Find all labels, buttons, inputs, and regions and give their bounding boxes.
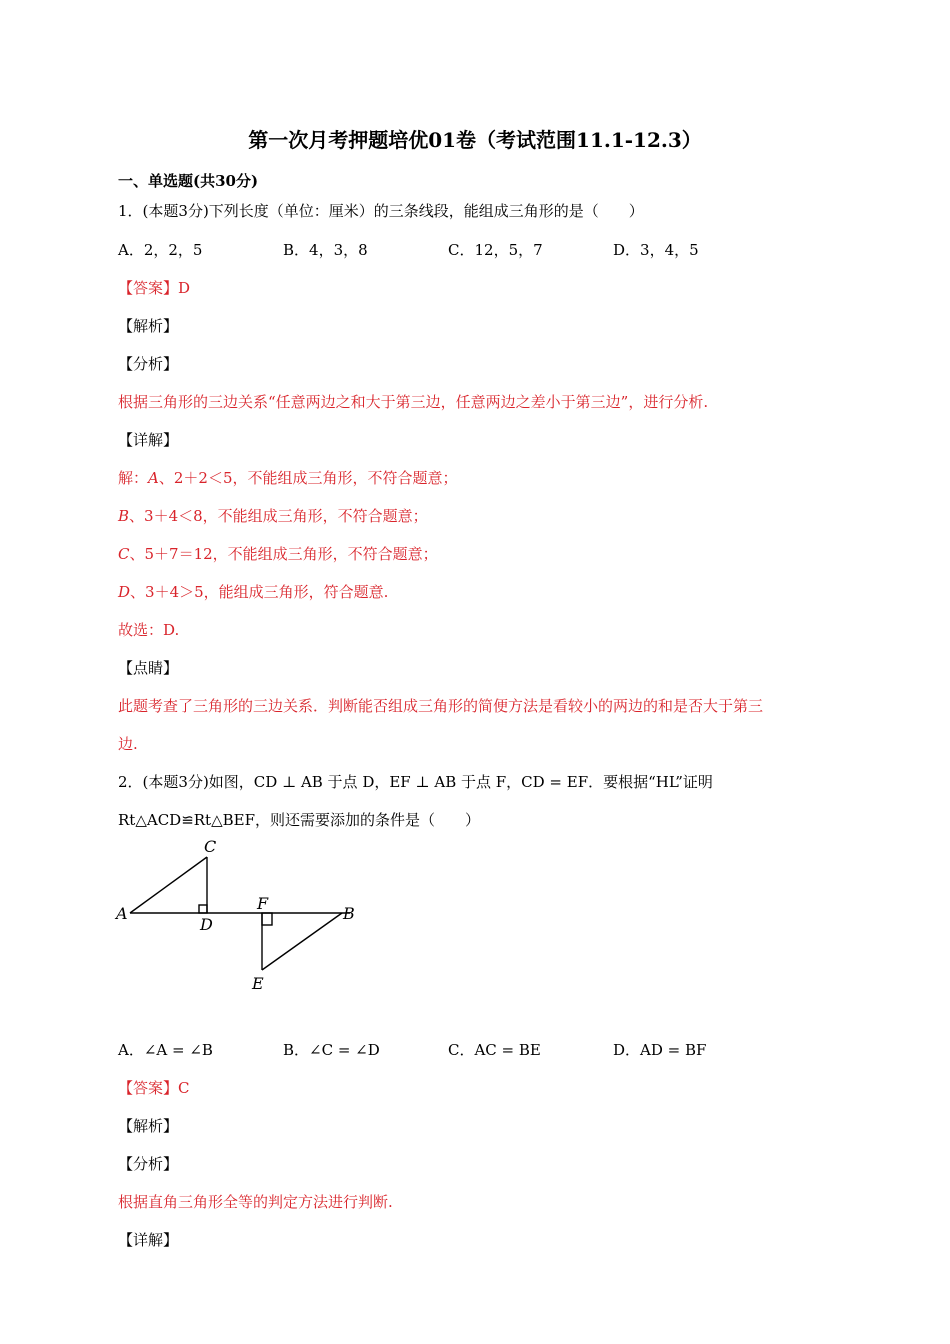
q2-geometry-figure	[110, 835, 370, 995]
point-a-label: A	[116, 904, 128, 923]
page-title: 第一次月考押题培优01卷（考试范围11.1-12.3）	[248, 128, 702, 152]
step-letter: B	[118, 507, 130, 525]
q1-option-d: D．3，4，5	[613, 241, 699, 259]
q1-fenxi-text: 根据三角形的三边关系“任意两边之和大于第三边，任意两边之差小于第三边”，进行分析.	[118, 393, 709, 411]
q1-jiexi-label: 【解析】	[118, 317, 179, 335]
q1-dianjing-text-1: 此题考查了三角形的三边关系．判断能否组成三角形的简便方法是看较小的两边的和是否大于第三	[118, 697, 764, 715]
q1-stem: 1．(本题3分)下列长度（单位：厘米）的三条线段，能组成三角形的是（ ）	[118, 202, 644, 220]
q1-step-a	[118, 468, 458, 488]
step-text: 、2＋2＜5，不能组成三角形，不符合题意；	[158, 469, 458, 487]
q2-xiangjie-label: 【详解】	[118, 1231, 179, 1249]
q2-answer: 【答案】C	[118, 1079, 190, 1097]
point-b-label: B	[343, 904, 355, 923]
q1-choose: 故选：D.	[118, 621, 180, 639]
step-letter: D	[118, 583, 131, 601]
q2-fenxi-label: 【分析】	[118, 1155, 179, 1173]
q2-fenxi-text: 根据直角三角形全等的判定方法进行判断.	[118, 1193, 393, 1211]
q1-option-b: B．4，3，8	[283, 241, 368, 259]
q1-xiangjie-label: 【详解】	[118, 431, 179, 449]
point-f-label: F	[257, 894, 269, 913]
step-text: 、3＋4＜8，不能组成三角形，不符合题意；	[129, 507, 428, 525]
section-heading: 一、单选题(共30分)	[118, 172, 259, 190]
q1-step-d	[118, 582, 388, 602]
step-text: 、5＋7＝12，不能组成三角形，不符合题意；	[129, 545, 438, 563]
step-prefix: 解：	[118, 469, 149, 487]
q1-step-c	[118, 544, 438, 564]
q1-option-c: C．12，5，7	[448, 241, 543, 259]
q1-dianjing-label: 【点睛】	[118, 659, 179, 677]
q1-option-a: A．2，2，5	[118, 241, 203, 259]
step-letter: C	[118, 545, 130, 563]
q2-option-a: A．∠A = ∠B	[118, 1041, 213, 1059]
step-text: 、3＋4＞5，能组成三角形，符合题意.	[130, 583, 389, 601]
step-letter: A	[148, 469, 159, 487]
q2-stem-line-2: Rt△ACD≌Rt△BEF，则还需要添加的条件是（ ）	[118, 811, 481, 829]
q2-jiexi-label: 【解析】	[118, 1117, 179, 1135]
q1-step-b	[118, 506, 428, 526]
q1-dianjing-text-2: 边.	[118, 735, 138, 753]
q1-answer: 【答案】D	[118, 279, 191, 297]
q2-stem-line-1: 2．(本题3分)如图，CD ⊥ AB 于点 D，EF ⊥ AB 于点 F，CD = EF．要根据“HL”证明	[118, 773, 713, 791]
q2-option-b: B．∠C = ∠D	[283, 1041, 380, 1059]
q2-option-c: C．AC = BE	[448, 1041, 541, 1059]
point-d-label: D	[200, 915, 213, 934]
q1-fenxi-label: 【分析】	[118, 355, 179, 373]
point-e-label: E	[252, 974, 264, 993]
q2-option-d: D．AD = BF	[613, 1041, 707, 1059]
point-c-label: C	[204, 837, 217, 856]
